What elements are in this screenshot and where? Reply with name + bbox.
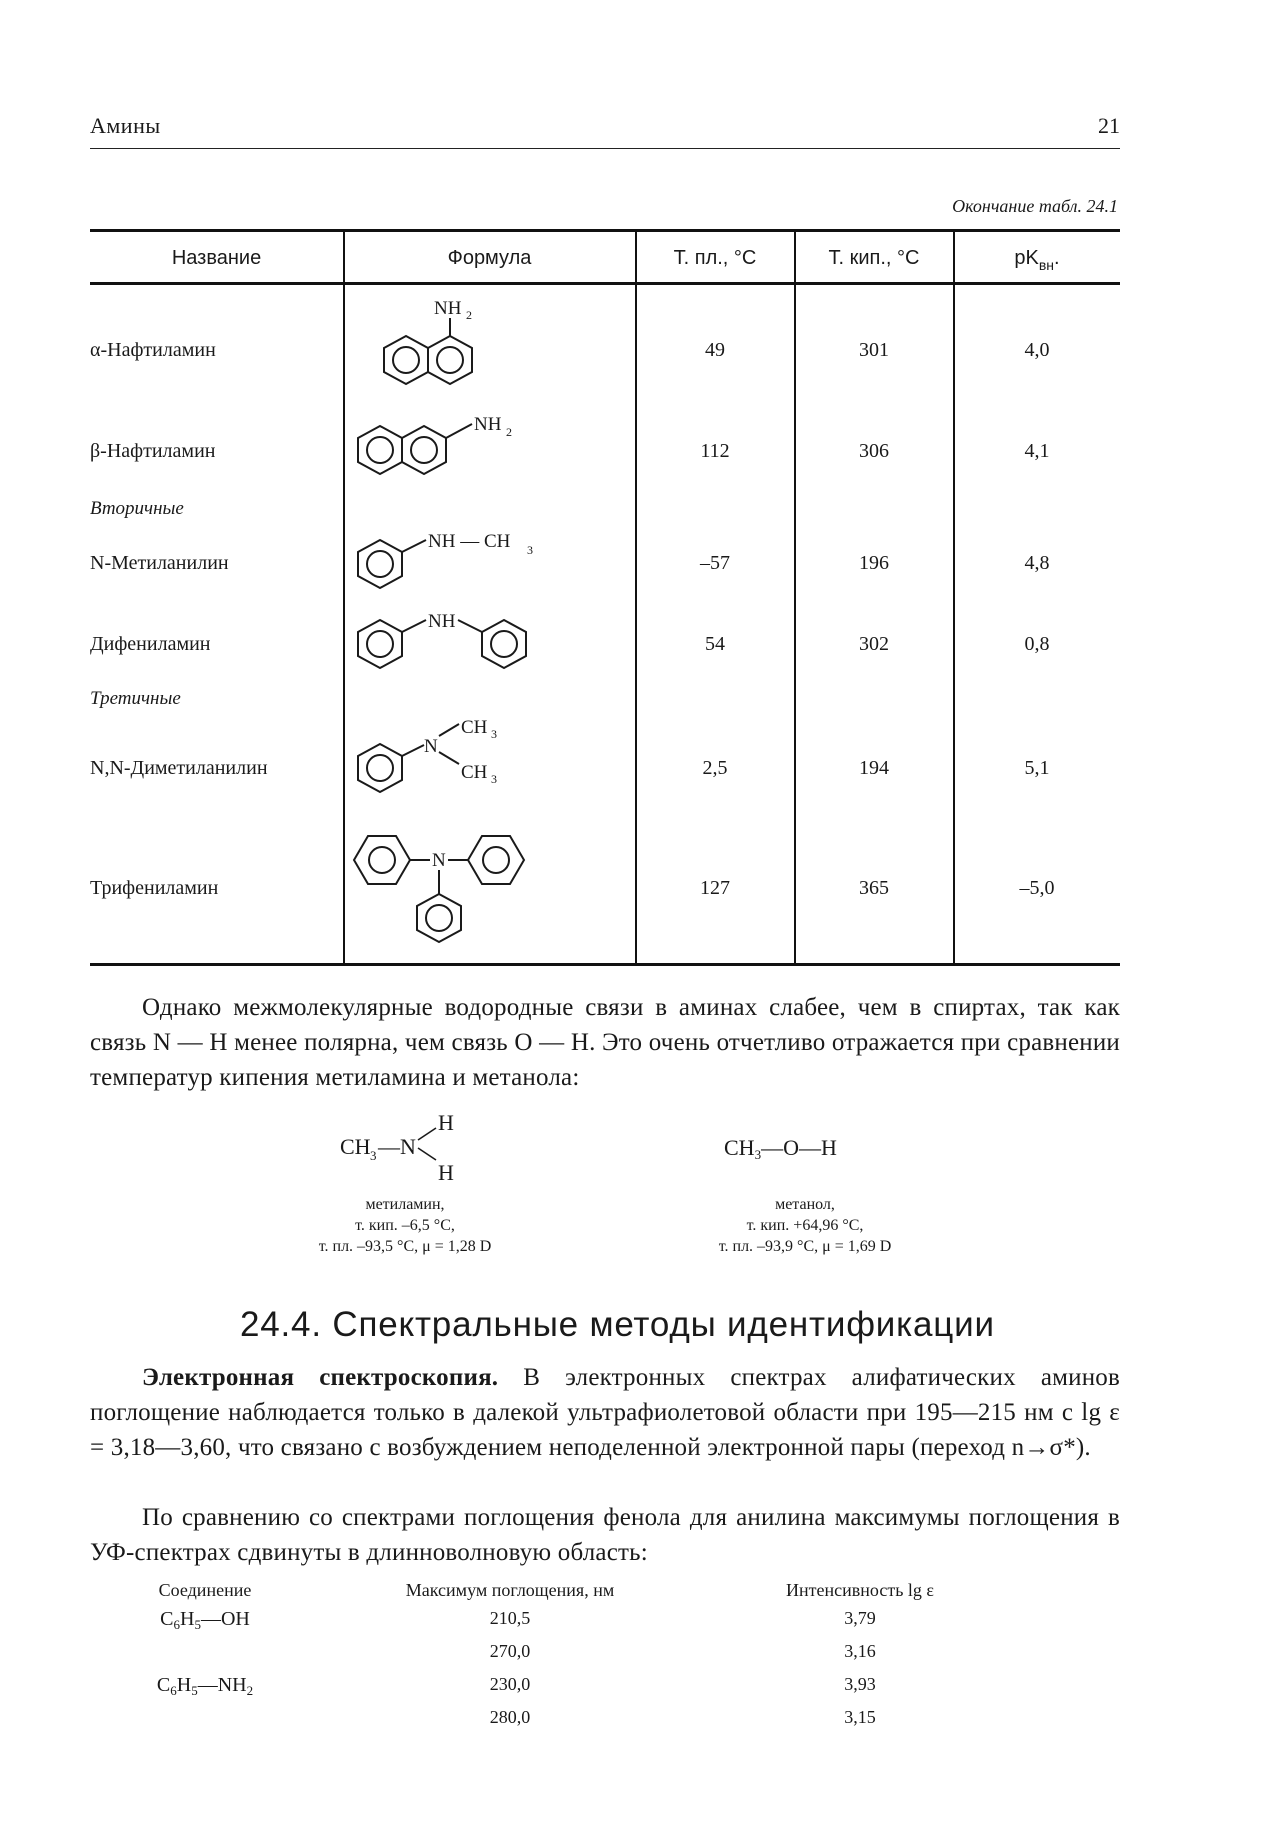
pk-value: 4,0 (1024, 339, 1050, 361)
uv-compound-phenol: $C_6H_5—OH$ (160, 1608, 250, 1632)
compound-name-nn-dimethylaniline: N,N-Диметиланилин (90, 757, 268, 779)
methanol-formula: CH3—O—H (724, 1135, 837, 1162)
bp-value: 302 (859, 633, 889, 655)
bp-value: 365 (859, 877, 889, 899)
formula-label: NH (428, 611, 456, 632)
pk-value: 5,1 (1024, 757, 1050, 779)
running-header-title: Амины (90, 113, 161, 138)
bp-value: 194 (859, 757, 889, 779)
uv-max-value: 230,0 (489, 1674, 531, 1694)
compound-name-n-methylaniline: N-Метиланилин (90, 552, 229, 574)
table-top-rule (90, 229, 1120, 232)
triphenylamine-structure (354, 836, 524, 942)
group-label-secondary: Вторичные (90, 498, 184, 519)
formula-sub: 3 (491, 727, 497, 741)
mp-value: 127 (700, 877, 730, 899)
page-number: 21 (1098, 113, 1120, 138)
column-header-mp: Т. пл., °С (673, 247, 757, 269)
svg-text:H: H (438, 1110, 454, 1135)
bp-value: 306 (859, 440, 889, 462)
uv-header-intensity: Интенсивность lg ε (786, 1580, 934, 1600)
uv-intensity-value: 3,93 (844, 1674, 876, 1694)
paragraph-electronic-spectroscopy: Электронная спектроскопия. В электронных спектрах алифатических аминов поглощение наблюдается только в далекой ультрафиолетовой области при 195—215 нм с lg ε = 3,18—3,60, что связано с возбуждением неподеленной электронной пары (переход n→σ*). (90, 1364, 1121, 1461)
alpha-naphthylamine-structure (384, 298, 472, 384)
methylamine-caption: метиламин, т. кип. –6,5 °С, т. пл. –93,5 °С, μ = 1,28 D (318, 1196, 492, 1255)
nn-dimethylaniline-structure (358, 717, 497, 792)
bp-value: 301 (859, 339, 889, 361)
mp-value: –57 (700, 552, 730, 574)
column-header-bp: Т. кип., °С (828, 247, 920, 269)
table-continuation-caption: Окончание табл. 24.1 (952, 196, 1118, 216)
uv-intensity-value: 3,79 (844, 1608, 876, 1628)
column-header-name: Название (171, 247, 262, 269)
n-methylaniline-structure (358, 531, 533, 588)
mp-value: 112 (700, 440, 730, 462)
compound-name-alpha-naphthylamine: α-Нафтиламин (90, 339, 216, 361)
compound-name-triphenylamine: Трифениламин (90, 877, 219, 899)
mp-value: 2,5 (702, 757, 728, 779)
uv-compound-aniline: $C_6H_5—NH_2$ (156, 1674, 254, 1698)
uv-max-value: 270,0 (489, 1641, 531, 1661)
formula-label: NH — CH (428, 531, 511, 552)
formula-sub: 2 (506, 425, 512, 439)
svg-text:3: 3 (370, 1148, 377, 1163)
paragraph-hydrogen-bonds: Однако межмолекулярные водородные связи в аминах слабее, чем в спиртах, так как связь N — H менее полярна, чем связь O — H. Это очень отчетливо отражается при сравнении температур кипения метиламина и метанола: (90, 994, 1120, 1091)
mp-value: 49 (705, 339, 725, 361)
section-heading: 24.4. Спектральные методы идентификации (240, 1305, 995, 1344)
pk-value: 4,8 (1024, 552, 1050, 574)
column-header-formula: Формула (447, 247, 532, 269)
group-label-tertiary: Третичные (90, 688, 181, 709)
compound-name-beta-naphthylamine: β-Нафтиламин (90, 440, 216, 462)
diphenylamine-structure (358, 611, 526, 668)
uv-header-max: Максимум поглощения, нм (405, 1580, 615, 1600)
compound-name-diphenylamine: Дифениламин (90, 633, 211, 655)
methylamine-formula (330, 1108, 510, 1188)
uv-intensity-value: 3,15 (844, 1707, 876, 1727)
formula-label: CH (461, 717, 488, 738)
mp-value: 54 (705, 633, 725, 655)
formula-label: NH (474, 414, 502, 435)
pk-value: –5,0 (1019, 877, 1055, 899)
pk-value: 0,8 (1024, 633, 1050, 655)
uv-intensity-value: 3,16 (844, 1641, 876, 1661)
beta-naphthylamine-structure (358, 414, 512, 474)
paragraph-uv-comparison: По сравнению со спектрами поглощения фенола для анилина максимумы поглощения в УФ-спектрах сдвинуты в длинноволновую область: (90, 1504, 1120, 1566)
methanol-caption: метанол, т. кип. +64,96 °С, т. пл. –93,9 °С, μ = 1,69 D (718, 1196, 892, 1255)
formula-sub: 3 (527, 543, 533, 557)
pk-value: 4,1 (1024, 440, 1050, 462)
table-bottom-rule (90, 963, 1120, 966)
formula-label: N (432, 850, 446, 871)
formula-sub: 3 (491, 772, 497, 786)
formula-label: N (424, 736, 438, 757)
table-header-rule (90, 282, 1120, 285)
uv-max-value: 280,0 (489, 1707, 531, 1727)
formula-label: NH (434, 298, 462, 319)
uv-max-value: 210,5 (489, 1608, 531, 1628)
column-header-pk: $pK_{вн}$. (1014, 247, 1060, 273)
svg-text:—N: —N (378, 1134, 416, 1159)
structural-formulas (344, 290, 635, 962)
svg-text:H: H (438, 1160, 454, 1185)
bp-value: 196 (859, 552, 889, 574)
header-rule (90, 148, 1120, 149)
formula-label: CH (461, 762, 488, 783)
svg-text:CH: CH (340, 1134, 371, 1159)
uv-header-compound: Соединение (158, 1580, 252, 1600)
formula-sub: 2 (466, 308, 472, 322)
